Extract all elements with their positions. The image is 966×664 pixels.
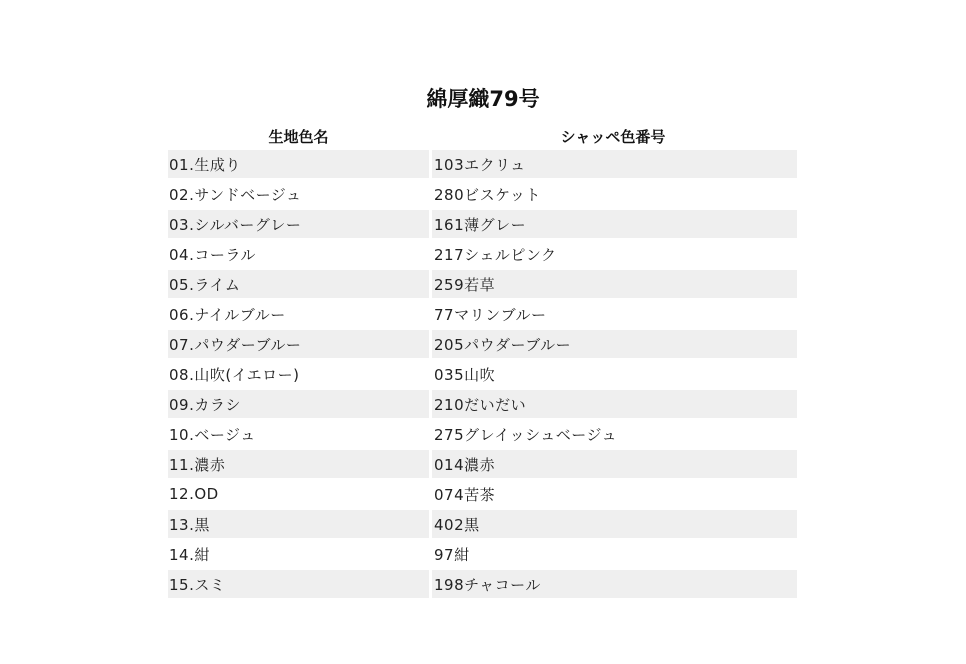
fabric-color-cell: 04.コーラル bbox=[168, 240, 429, 270]
table-row bbox=[168, 480, 797, 510]
fabric-color-cell: 03.シルバーグレー bbox=[168, 210, 429, 240]
fabric-color-cell: 15.スミ bbox=[168, 570, 429, 600]
fabric-color-cell: 02.サンドベージュ bbox=[168, 180, 429, 210]
table-row bbox=[168, 270, 797, 300]
fabric-color-cell: 14.紺 bbox=[168, 540, 429, 570]
schappe-number-cell: 210だいだい bbox=[429, 390, 797, 420]
table-row bbox=[168, 510, 797, 540]
table-row bbox=[168, 210, 797, 240]
table-row bbox=[168, 360, 797, 390]
schappe-number-cell: 77マリンブルー bbox=[429, 300, 797, 330]
table-header-row bbox=[168, 122, 797, 150]
header-schappe-number: シャッペ色番号 bbox=[560, 127, 666, 146]
table-row bbox=[168, 330, 797, 360]
schappe-number-cell: 259若草 bbox=[429, 270, 797, 300]
fabric-color-cell: 10.ベージュ bbox=[168, 420, 429, 450]
schappe-number-cell: 198チャコール bbox=[429, 570, 797, 600]
table-row bbox=[168, 540, 797, 570]
fabric-color-cell: 12.OD bbox=[168, 480, 429, 510]
fabric-color-cell: 13.黒 bbox=[168, 510, 429, 540]
schappe-number-cell: 280ビスケット bbox=[429, 180, 797, 210]
table-row bbox=[168, 390, 797, 420]
table-row bbox=[168, 420, 797, 450]
fabric-color-cell: 07.パウダーブルー bbox=[168, 330, 429, 360]
schappe-number-cell: 97紺 bbox=[429, 540, 797, 570]
schappe-number-cell: 205パウダーブルー bbox=[429, 330, 797, 360]
schappe-number-cell: 275グレイッシュベージュ bbox=[429, 420, 797, 450]
table-row bbox=[168, 150, 797, 180]
color-table bbox=[168, 122, 797, 600]
schappe-number-cell: 074苦茶 bbox=[429, 480, 797, 510]
fabric-color-cell: 01.生成り bbox=[168, 150, 429, 180]
schappe-number-cell: 402黒 bbox=[429, 510, 797, 540]
schappe-number-cell: 035山吹 bbox=[429, 360, 797, 390]
fabric-color-cell: 08.山吹(イエロー) bbox=[168, 360, 429, 390]
schappe-number-cell: 103エクリュ bbox=[429, 150, 797, 180]
table-row bbox=[168, 300, 797, 330]
fabric-color-cell: 09.カラシ bbox=[168, 390, 429, 420]
table-row bbox=[168, 570, 797, 600]
table-row bbox=[168, 240, 797, 270]
schappe-number-cell: 217シェルピンク bbox=[429, 240, 797, 270]
header-fabric-color: 生地色名 bbox=[268, 127, 329, 146]
page-title: 綿厚織79号 bbox=[426, 87, 540, 112]
schappe-number-cell: 014濃赤 bbox=[429, 450, 797, 480]
fabric-color-cell: 06.ナイルブルー bbox=[168, 300, 429, 330]
table-row bbox=[168, 450, 797, 480]
schappe-number-cell: 161薄グレー bbox=[429, 210, 797, 240]
fabric-color-cell: 11.濃赤 bbox=[168, 450, 429, 480]
table-body bbox=[168, 150, 797, 600]
fabric-color-cell: 05.ライム bbox=[168, 270, 429, 300]
table-row bbox=[168, 180, 797, 210]
